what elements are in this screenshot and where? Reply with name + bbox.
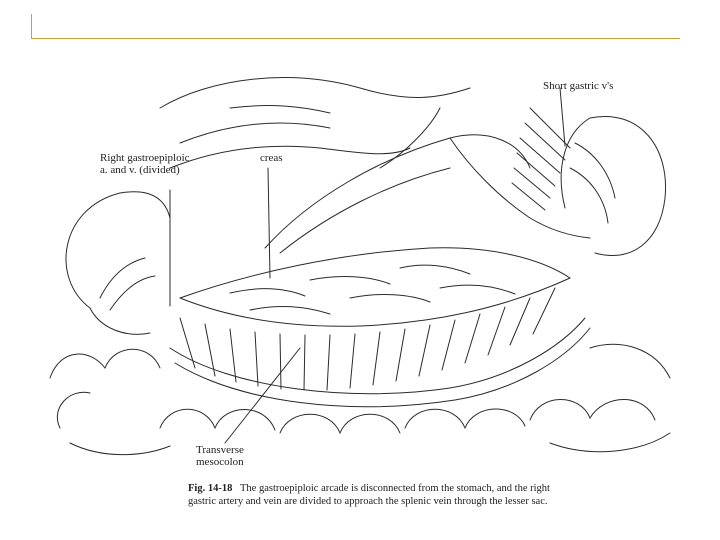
- caption-figure-number: Fig. 14-18: [188, 483, 233, 494]
- label-transverse-mesocolon: Transverse mesocolon: [196, 444, 244, 468]
- label-right-gastroepiploic: Right gastroepiploic a. and v. (divided): [100, 152, 190, 176]
- label-pancreas: creas: [260, 152, 283, 164]
- anatomical-illustration: [30, 48, 700, 468]
- figure-caption: [188, 482, 568, 508]
- accent-line-horizontal: [31, 38, 680, 39]
- label-short-gastric-veins: Short gastric v's: [543, 80, 614, 92]
- accent-line-vertical: [31, 14, 32, 39]
- caption-text: The gastroepiploic arcade is disconnected from the stomach, and the right gastric artery and vein are divided to approach the splenic vein through the lesser sac.: [188, 483, 550, 507]
